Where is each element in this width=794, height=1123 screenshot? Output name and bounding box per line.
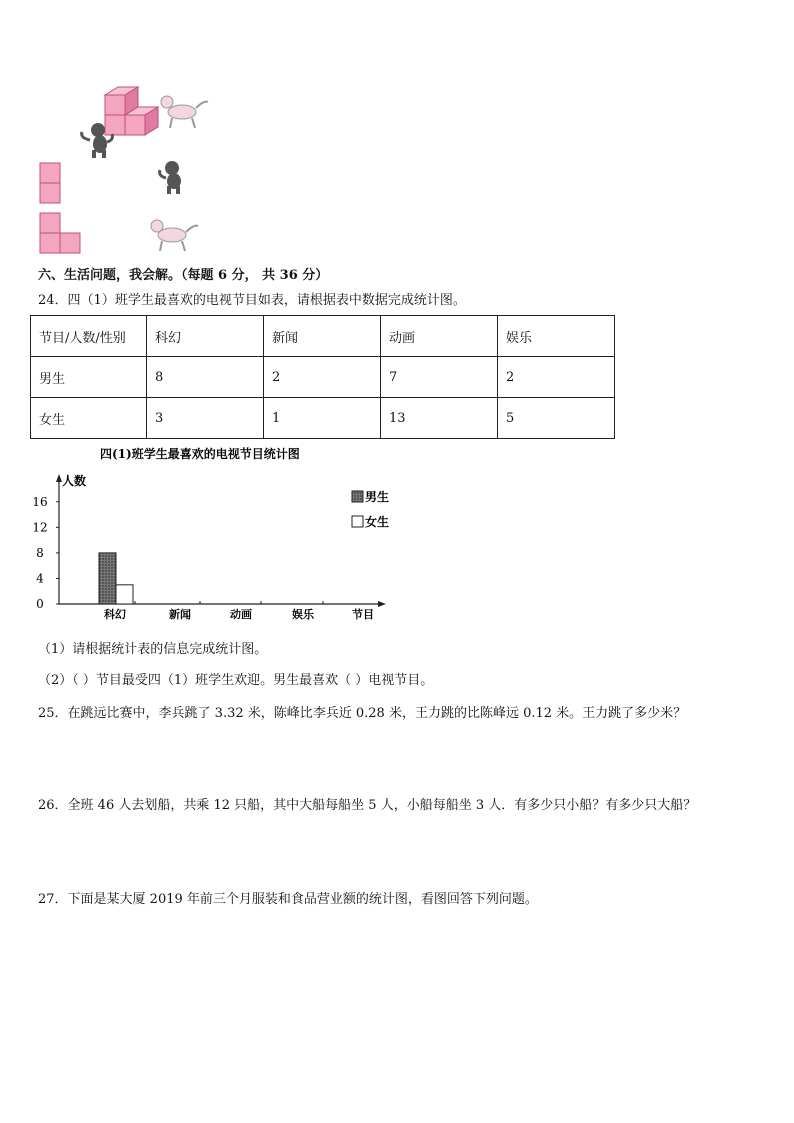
y-tick-label: 12 — [32, 520, 48, 535]
table-cell: 5 — [498, 398, 615, 439]
table-cell: 8 — [147, 357, 264, 398]
bar-男生 — [99, 553, 116, 604]
y-tick-label: 16 — [32, 494, 48, 509]
table-cell: 新闻 — [264, 316, 381, 357]
table-cell: 3 — [147, 398, 264, 439]
table-row — [31, 357, 615, 398]
y-tick-label: 4 — [36, 571, 44, 586]
y-axis-label: 人数 — [62, 474, 87, 488]
x-axis-label: 节目 — [352, 608, 374, 621]
q26-text: 26．全班 46 人去划船，共乘 12 只船，其中大船每船坐 5 人，小船每船坐 3 人．有多少只小船？有多少只大船？ — [38, 798, 697, 813]
legend-swatch — [352, 491, 363, 502]
legend-label: 女生 — [365, 515, 390, 529]
table-cell: 2 — [498, 357, 615, 398]
pink-cube-stack — [105, 87, 158, 135]
tv-program-bar-chart — [30, 444, 400, 624]
dog-figure — [151, 220, 198, 251]
table-cell: 2 — [264, 357, 381, 398]
front-view-shape — [40, 163, 60, 203]
table-cell: 节目/人数/性别 — [31, 316, 147, 357]
dog-figure — [161, 96, 208, 128]
shape-views-figure — [30, 80, 230, 260]
q25-text: 25．在跳远比赛中，李兵跳了 3.32 米，陈峰比李兵近 0.28 米，王力跳的比陈峰远 0.12 米。王力跳了多少米？ — [38, 706, 687, 721]
section-heading: 六、生活问题，我会解。（每题 6 分， 共 36 分） — [38, 268, 329, 283]
y-tick-label: 0 — [36, 597, 44, 611]
table-cell: 7 — [381, 357, 498, 398]
table-cell: 动画 — [381, 316, 498, 357]
table-cell: 1 — [264, 398, 381, 439]
table-cell: 娱乐 — [498, 316, 615, 357]
monkey-figure — [160, 161, 181, 194]
q24-prompt: 24．四（1）班学生最喜欢的电视节目如表，请根据表中数据完成统计图。 — [38, 293, 466, 308]
table-row — [31, 398, 615, 439]
q24-sub2: （2）（ ）节目最受四（1）班学生欢迎。男生最喜欢（ ）电视节目。 — [38, 673, 434, 688]
bar-女生 — [116, 585, 133, 604]
x-axis-arrow — [378, 601, 386, 607]
table-cell: 女生 — [31, 398, 147, 439]
table-header-row — [31, 316, 615, 357]
q27-text: 27．下面是某大厦 2019 年前三个月服装和食品营业额的统计图，看图回答下列问题。 — [38, 892, 538, 907]
tv-program-table — [30, 315, 615, 439]
table-cell: 男生 — [31, 357, 147, 398]
table-cell: 13 — [381, 398, 498, 439]
x-tick-label: 科幻 — [104, 608, 126, 621]
table-cell: 科幻 — [147, 316, 264, 357]
y-tick-label: 8 — [36, 545, 44, 560]
legend-swatch — [352, 516, 363, 527]
side-view-shape — [40, 213, 80, 253]
x-tick-label: 娱乐 — [292, 608, 314, 621]
x-tick-label: 动画 — [230, 608, 252, 621]
x-tick-label: 新闻 — [169, 608, 191, 621]
q24-sub1: （1）请根据统计表的信息完成统计图。 — [38, 642, 268, 657]
chart-title: 四(1)班学生最喜欢的电视节目统计图 — [100, 447, 300, 461]
legend-label: 男生 — [365, 490, 390, 504]
